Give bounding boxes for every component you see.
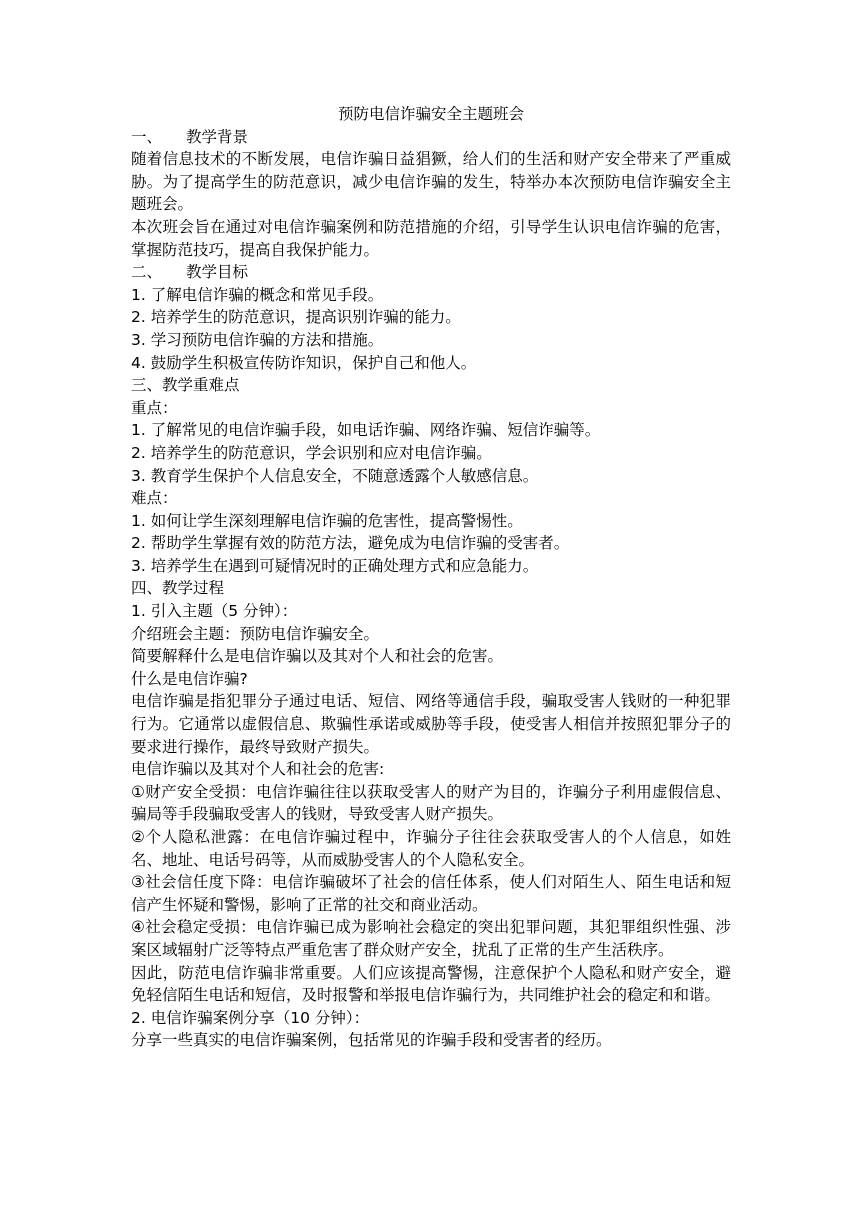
paragraph: 分享一些真实的电信诈骗案例，包括常见的诈骗手段和受害者的经历。 (131, 1031, 612, 1050)
paragraph: 3. 学习预防电信诈骗的方法和措施。 (131, 330, 384, 349)
paragraph: 3. 教育学生保护个人信息安全，不随意透露个人敏感信息。 (131, 466, 539, 485)
paragraph: ④社会稳定受损：电信诈骗已成为影响社会稳定的突出犯罪问题，其犯罪组织性强、涉案区域辐射广泛等特点严重危害了群众财产安全，扰乱了正常的生产生活秩序。 (131, 918, 731, 959)
section-number: 二、 (131, 263, 163, 282)
paragraph: ②个人隐私泄露：在电信诈骗过程中，诈骗分子往往会获取受害人的个人信息，如姓名、地址、电话号码等，从而威胁受害人的个人隐私安全。 (131, 828, 731, 869)
paragraph: 电信诈骗以及其对个人和社会的危害: (131, 760, 385, 779)
paragraph: 1. 了解常见的电信诈骗手段，如电话诈骗、网络诈骗、短信诈骗等。 (131, 421, 601, 440)
paragraph: 简要解释什么是电信诈骗以及其对个人和社会的危害。 (131, 647, 504, 666)
paragraph: 2. 电信诈骗案例分享（10 分钟）： (131, 1008, 370, 1027)
section-heading (131, 126, 731, 149)
paragraph: 1. 引入主题（5 分钟）： (131, 602, 298, 621)
document-paragraphs (131, 126, 731, 1052)
paragraph: 2. 培养学生的防范意识，提高识别诈骗的能力。 (131, 308, 461, 327)
paragraph: 四、教学过程 (131, 579, 225, 598)
section-heading-text: 教学目标 (186, 263, 249, 282)
paragraph: 1. 了解电信诈骗的概念和常见手段。 (131, 285, 384, 304)
paragraph: 4. 鼓励学生积极宣传防诈知识，保护自己和他人。 (131, 353, 477, 372)
paragraph: 2. 帮助学生掌握有效的防范方法，避免成为电信诈骗的受害者。 (131, 534, 570, 553)
paragraph: ③社会信任度下降：电信诈骗破坏了社会的信任体系，使人们对陌生人、陌生电话和短信产生怀疑和警惕，影响了正常的社交和商业活动。 (131, 873, 731, 914)
document-body (131, 103, 731, 1052)
paragraph: 因此，防范电信诈骗非常重要。人们应该提高警惕，注意保护个人隐私和财产安全，避免轻信陌生电话和短信，及时报警和举报电信诈骗行为，共同维护社会的稳定和和谐。 (131, 963, 731, 1005)
section-number: 一、 (131, 127, 163, 146)
paragraph: 1. 如何让学生深刻理解电信诈骗的危害性，提高警惕性。 (131, 511, 523, 530)
paragraph: 重点： (131, 398, 178, 417)
paragraph: 三、教学重难点 (131, 376, 240, 395)
paragraph: 电信诈骗是指犯罪分子通过电话、短信、网络等通信手段，骗取受害人钱财的一种犯罪行为。它通常以虚假信息、欺骗性承诺或威胁等手段，使受害人相信并按照犯罪分子的要求进行操作，最终导致财产损失。 (131, 692, 731, 756)
paragraph: 什么是电信诈骗? (131, 669, 248, 688)
document-title: 预防电信诈骗安全主题班会 (337, 105, 524, 123)
paragraph: 3. 培养学生在遇到可疑情况时的正确处理方式和应急能力。 (131, 556, 539, 575)
paragraph: 本次班会旨在通过对电信诈骗案例和防范措施的介绍，引导学生认识电信诈骗的危害，掌握防范技巧，提高自我保护能力。 (131, 217, 731, 259)
paragraph: 难点： (131, 489, 178, 508)
paragraph: 随着信息技术的不断发展，电信诈骗日益猖獗，给人们的生活和财产安全带来了严重威胁。为了提高学生的防范意识，减少电信诈骗的发生，特举办本次预防电信诈骗安全主题班会。 (131, 150, 731, 214)
paragraph: 介绍班会主题：预防电信诈骗安全。 (131, 624, 380, 643)
section-heading (131, 261, 731, 284)
paragraph: ①财产安全受损：电信诈骗往往以获取受害人的财产为目的，诈骗分子利用虚假信息、骗局等手段骗取受害人的钱财，导致受害人财产损失。 (131, 782, 731, 824)
section-heading-text: 教学背景 (186, 127, 249, 146)
paragraph: 2. 培养学生的防范意识，学会识别和应对电信诈骗。 (131, 443, 492, 462)
